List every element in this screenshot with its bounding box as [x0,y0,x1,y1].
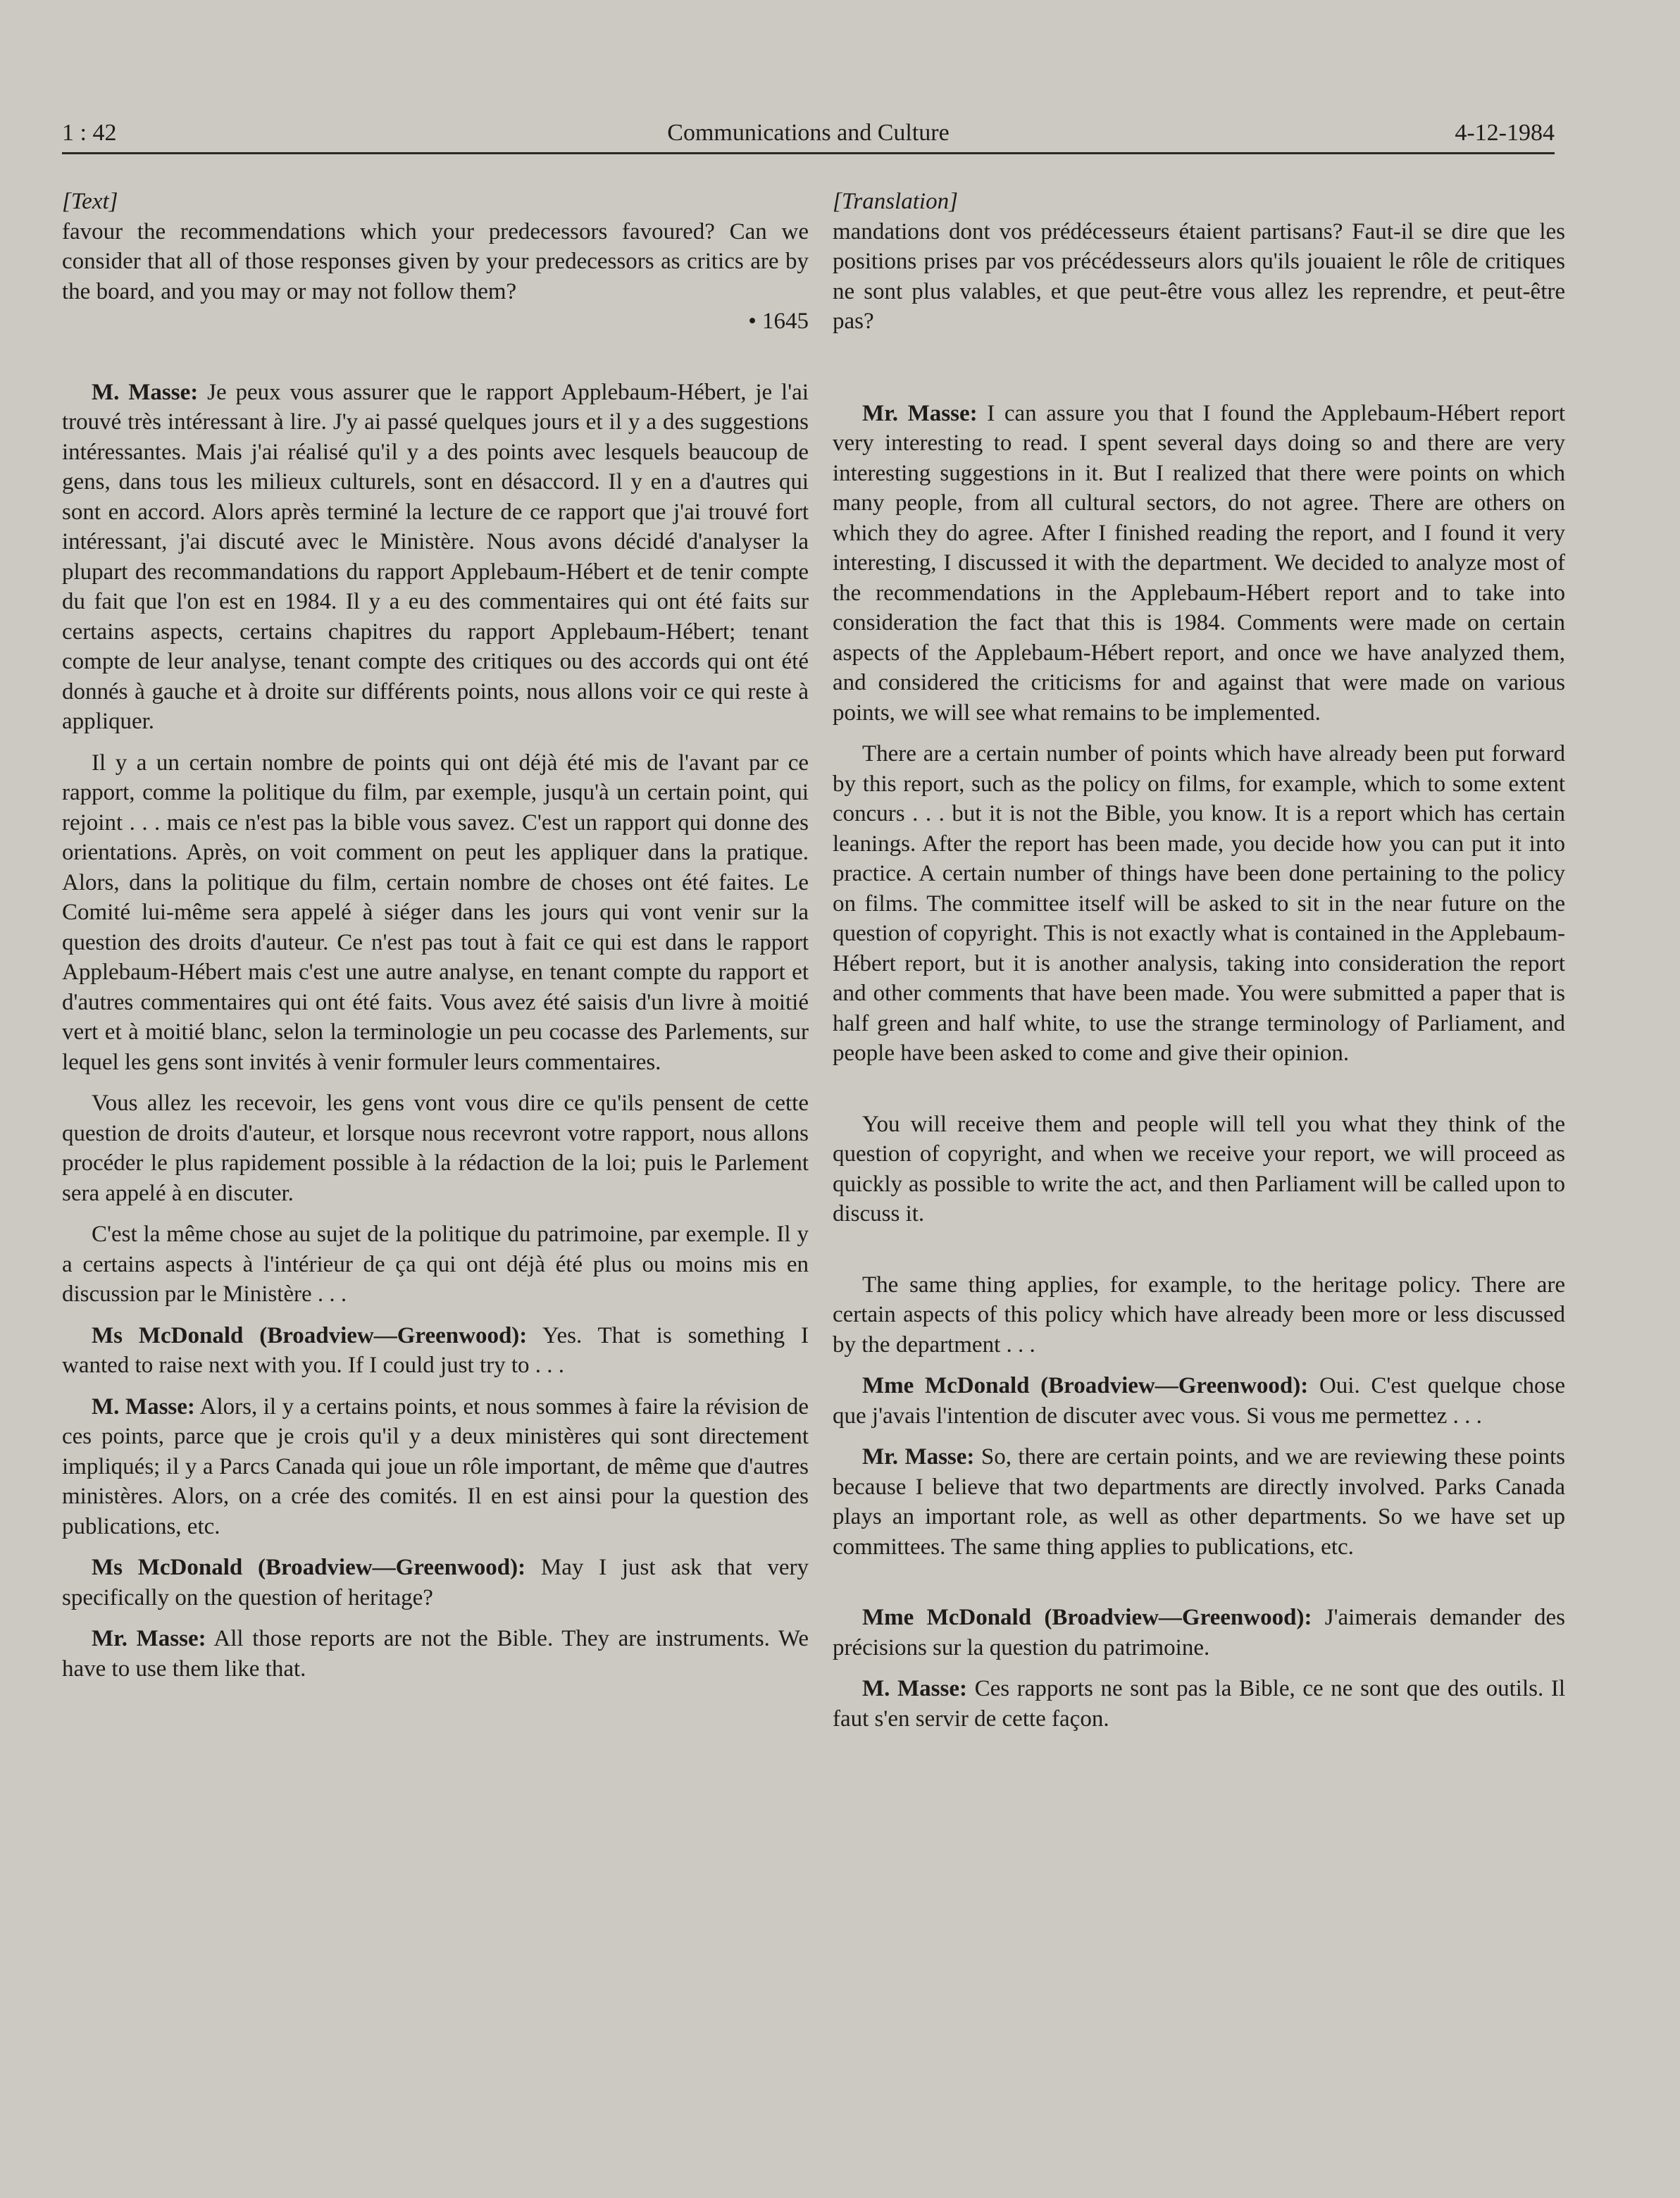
speech-text: I can assure you that I found the Applebaum-Hébert report very interesting to read. I spent several days doing so and there are very interesting suggestions in it. But I realized that there were points on which many people, from all cultural sectors, do not agree. There are others on which they do agree. After I finished reading the report, and I found it very interesting, I discussed it with the department. We decided to analyze most of the recommendations in the Applebaum-Hébert report and to take into consideration the fact that this is 1984. Comments were made on certain aspects of the Applebaum-Hébert report, and once we have analyzed them, and considered the criticisms for and against that were made on various points, we will see what remains to be implemented. [833,400,1565,726]
page-number: 1 : 42 [62,120,117,146]
left-column-english [62,187,809,1684]
paragraph: There are a certain number of points which have already been put forward by this report, such as the policy on films, for example, which to some extent concurs . . . but it is not the Bible, you know. It is a report which has certain leanings. After the report has been made, you decide how you can put it into practice. A certain number of things have been done pertaining to the policy on films. The committee itself will be asked to sit in the near future on the question of copyright. This is not exactly what is contained in the Applebaum-Hébert report, but it is another analysis, taking into consideration the report and other comments that have been made. You were submitted a paper that is half green and half white, to use the strange terminology of Parliament, and people have been asked to come and give their opinion. [833,741,1565,1066]
speaker-name: M. Masse: [92,1393,195,1420]
speaker-name: M. Masse: [92,379,199,405]
paragraph: You will receive them and people will tell you what they think of the question of copyright, and when we receive your report, we will proceed as quickly as possible to write the act, and then Parliament will be called upon to discuss it. [833,1111,1565,1227]
speech-text: Ces rapports ne sont pas la Bible, ce ne sont que des outils. Il faut s'en servir de cette façon. [833,1676,1565,1732]
paragraph-speech [62,378,809,737]
speaker-name: Ms McDonald (Broadview—Greenwood): [92,1322,528,1348]
speaker-name: Mr. Masse: [92,1626,206,1651]
paragraph-continued: mandations dont vos prédécesseurs étaient partisans? Faut-il se dire que les positions prises par vos précédesseurs alors qu'ils jouaient le rôle de critiques ne sont plus valables, et que peut-être vous allez les reprendre, et peut-être pas? [833,218,1565,334]
paragraph: Il y a un certain nombre de points qui ont déjà été mis de l'avant par ce rapport, comme la politique du film, par exemple, jusqu'à un certain point, qui rejoint . . . mais ce n'est pas la bible vous savez. C'est un rapport qui donne des orientations. Après, on voit comment on peut les appliquer dans la pratique. Alors, dans la politique du film, certain nombre de choses ont été faites. Le Comité lui-même sera appelé à siéger dans les jours qui vont venir sur la question des droits d'auteur. Ce n'est pas tout à fait ce qui est dans le rapport Applebaum-Hébert mais c'est une autre analyse, en tenant compte du rapport et d'autres commentaires qui ont été faits. Vous avez été saisis d'un livre à moitié vert et à moitié blanc, selon la terminologie un peu cocasse des Parlements, sur lequel les gens sont invités à venir formuler leurs commentaires. [62,750,809,1075]
speech-text: So, there are certain points, and we are reviewing these points because I believe that two departments are directly involved. Parks Canada plays an important role, as well as other departments. So we have set up committees. The same thing applies to publications, etc. [833,1444,1565,1560]
speech-text: Yes. That is something I wanted to raise next with you. If I could just try to . . . [62,1322,809,1378]
speech-text: J'aimerais demander des précisions sur la question du patrimoine. [833,1605,1565,1660]
paragraph: C'est la même chose au sujet de la politique du patrimoine, par exemple. Il y a certains aspects à l'intérieur de ça qui ont déjà été plus ou moins mis en discussion par le Ministère . . . [62,1222,809,1307]
speech-text: Oui. C'est quelque chose que j'avais l'intention de discuter avec vous. Si vous me permettez . . . [833,1373,1565,1429]
speaker-name: Mme McDonald (Broadview—Greenwood): [862,1373,1309,1398]
speech-text: May I just ask that very specifically on the question of heritage? [62,1555,809,1610]
speech-text: Je peux vous assurer que le rapport Applebaum-Hébert, je l'ai trouvé très intéressant à lire. J'y ai passé quelques jours et il y a des suggestions intéressantes. Mais j'ai réalisé qu'il y a des points avec lesquels beaucoup de gens, dans tous les milieux culturels, sont en désaccord. Il y en a d'autres qui sont en accord. Alors après terminé la lecture de ce rapport que j'ai trouvé fort intéressant, j'ai discuté avec le Ministère. Nous avons décidé d'analyser la plupart des recommandations du rapport Applebaum-Hébert et de tenir compte du fait que l'on est en 1984. Il y a eu des commentaires qui ont été faits sur certains aspects, certains chapitres du rapport Applebaum-Hébert; tenant compte de leur analyse, tenant compte des critiques ou des accords qui ont été donnés à gauche et à droite sur différents points, nous allons voir ce qui reste à appliquer. [62,379,809,734]
paragraph-speech [833,1674,1565,1734]
speech-text: All those reports are not the Bible. They are instruments. We have to use them like that. [62,1626,809,1682]
paragraph-speech [62,1392,809,1542]
paragraph: Vous allez les recevoir, les gens vont vous dire ce qu'ils pensent de cette question de droits d'auteur, et lorsque nous recevront votre rapport, nous allons procéder le plus rapidement possible à la rédaction de la loi; puis le Parlement sera appelé à en discuter. [62,1091,809,1206]
speaker-name: Ms McDonald (Broadview—Greenwood): [92,1555,526,1580]
speaker-name: M. Masse: [862,1676,967,1701]
page-header [62,106,1555,154]
speaker-name: Mme McDonald (Broadview—Greenwood): [862,1605,1312,1630]
text-marker: [Text] [62,189,118,214]
paragraph-continued: favour the recommendations which your predecessors favoured? Can we consider that all of those responses given by your predecessors as critics are by the board, and you may or may not follow them? [62,218,809,304]
paragraph: The same thing applies, for example, to the heritage policy. There are certain aspects of this policy which have already been more or less discussed by the department . . . [833,1272,1565,1358]
paragraph-speech [833,399,1565,728]
speaker-name: Mr. Masse: [862,1444,975,1470]
paragraph-speech [833,1371,1565,1431]
header-date: 4-12-1984 [1455,120,1555,146]
right-column-french [833,187,1565,1734]
time-stamp: • 1645 [748,309,809,334]
paragraph-speech [833,1442,1565,1562]
speech-text: Alors, il y a certains points, et nous sommes à faire la révision de ces points, parce que je crois qu'il y a deux ministères qui sont directement impliqués; il y a Parcs Canada qui joue un rôle important, de même que d'autres ministères. Alors, on a crée des comités. Il en est ainsi pour la question des publications, etc. [62,1393,809,1539]
translation-marker: [Translation] [833,189,958,214]
speaker-name: Mr. Masse: [862,400,978,426]
paragraph-speech [62,1553,809,1613]
paragraph-speech [833,1603,1565,1663]
paragraph-speech [62,1624,809,1684]
paragraph-speech [62,1321,809,1381]
publication-title: Communications and Culture [667,120,950,146]
